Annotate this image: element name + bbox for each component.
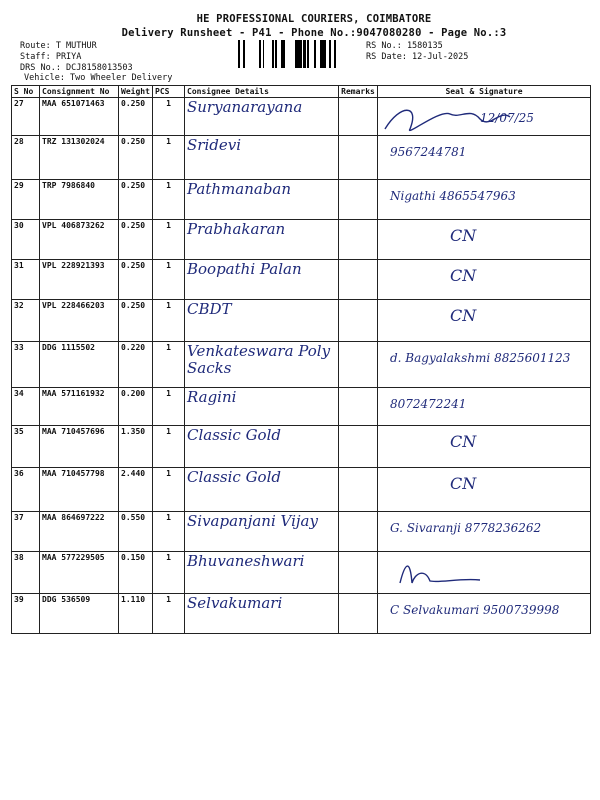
barcode-bar [307, 40, 309, 68]
signature-cell [378, 260, 591, 300]
consignment-cell-text: DDG 1115502 [42, 343, 95, 352]
weight-cell [119, 180, 153, 220]
table-row [12, 468, 591, 512]
consignee-cell [185, 426, 339, 468]
consignment-cell [40, 388, 119, 426]
consignee-cell-text: Selvakumari [187, 594, 283, 612]
pcs-cell-text: 1 [166, 181, 171, 190]
sno-cell [12, 180, 40, 220]
signature-cell-text: 9567244781 [390, 145, 467, 159]
sno-cell [12, 426, 40, 468]
weight-cell [119, 220, 153, 260]
consignee-cell [185, 136, 339, 180]
signature-cell [378, 98, 591, 136]
remarks-cell [339, 388, 378, 426]
table-row [12, 98, 591, 136]
consignment-cell-text: MAA 710457696 [42, 427, 105, 436]
col-consignment: Consignment No [40, 86, 119, 98]
weight-cell-text: 0.250 [121, 261, 146, 270]
signature-cell [378, 468, 591, 512]
consignment-cell [40, 180, 119, 220]
barcode-bar [282, 40, 285, 68]
consignee-cell [185, 594, 339, 634]
signature-cell-text: CN [450, 432, 477, 451]
weight-cell-text: 0.220 [121, 343, 146, 352]
sno-cell-text: 34 [14, 389, 24, 398]
rs-no-label: RS No.: 1580135 [366, 41, 443, 51]
consignment-cell-text: TRZ 131302024 [42, 137, 105, 146]
signature-cell [378, 594, 591, 634]
weight-cell-text: 0.250 [121, 99, 146, 108]
barcode-bar [297, 40, 299, 68]
consignee-cell [185, 342, 339, 388]
sno-cell [12, 300, 40, 342]
barcode-bar [299, 40, 302, 68]
sno-cell [12, 98, 40, 136]
consignment-cell-text: VPL 228466203 [42, 301, 105, 310]
consignee-cell [185, 260, 339, 300]
consignee-cell [185, 300, 339, 342]
sno-cell [12, 594, 40, 634]
pcs-cell-text: 1 [166, 513, 171, 522]
consignee-cell-text: Suryanarayana [187, 98, 303, 116]
weight-cell-text: 2.440 [121, 469, 146, 478]
weight-cell [119, 552, 153, 594]
barcode-bar [259, 40, 260, 68]
consignee-cell [185, 468, 339, 512]
consignment-cell [40, 426, 119, 468]
table-row [12, 552, 591, 594]
consignee-cell-text: Boopathi Palan [187, 260, 302, 278]
consignment-cell [40, 468, 119, 512]
table-row [12, 342, 591, 388]
vehicle-label: Vehicle: Two Wheeler Delivery [24, 73, 173, 83]
sno-cell-text: 39 [14, 595, 24, 604]
company-title: HE PROFESSIONAL COURIERS, COIMBATORE [196, 13, 432, 25]
consignment-cell-text: VPL 406873262 [42, 221, 105, 230]
col-remarks: Remarks [339, 86, 378, 98]
barcode-bar [260, 40, 261, 68]
signature-cell-text: CN [450, 266, 477, 285]
pcs-cell-text: 1 [166, 99, 171, 108]
barcode-bar [243, 40, 245, 68]
consignee-cell-text: Ragini [187, 388, 237, 406]
barcode-bar [323, 40, 325, 68]
remarks-cell [339, 426, 378, 468]
consignment-cell [40, 260, 119, 300]
pcs-cell [153, 300, 185, 342]
consignment-cell [40, 300, 119, 342]
rs-date-label: RS Date: 12-Jul-2025 [366, 52, 469, 62]
consignee-cell-text: Classic Gold [187, 426, 281, 444]
sno-cell-text: 27 [14, 99, 24, 108]
pcs-cell-text: 1 [166, 261, 171, 270]
pcs-cell [153, 98, 185, 136]
remarks-cell [339, 342, 378, 388]
consignee-cell-text: Venkateswara Poly Sacks [187, 342, 331, 377]
weight-cell-text: 0.250 [121, 137, 146, 146]
signature-cell-text: CN [450, 474, 477, 493]
signature-cell-text: d. Bagyalakshmi 8825601123 [390, 351, 571, 365]
pcs-cell [153, 594, 185, 634]
barcode-bar [320, 40, 321, 68]
consignee-cell-text: Sivapanjani Vijay [187, 512, 318, 530]
sno-cell-text: 36 [14, 469, 24, 478]
sno-cell-text: 38 [14, 553, 24, 562]
signature-cell [378, 300, 591, 342]
remarks-cell [339, 300, 378, 342]
consignee-cell [185, 552, 339, 594]
weight-cell [119, 300, 153, 342]
barcode-bar [321, 40, 322, 68]
pcs-cell-text: 1 [166, 301, 171, 310]
weight-cell-text: 0.150 [121, 553, 146, 562]
consignee-cell-text: Bhuvaneshwari [187, 552, 305, 570]
staff-label: Staff: PRIYA [20, 52, 82, 62]
weight-cell [119, 260, 153, 300]
consignment-cell-text: MAA 710457798 [42, 469, 105, 478]
barcode-bar [295, 40, 297, 68]
signature-cell [378, 388, 591, 426]
pcs-cell [153, 388, 185, 426]
consignment-cell [40, 220, 119, 260]
pcs-cell-text: 1 [166, 389, 171, 398]
consignee-cell [185, 180, 339, 220]
consignment-cell-text: DDG 536509 [42, 595, 91, 604]
sno-cell [12, 220, 40, 260]
pcs-cell-text: 1 [166, 469, 171, 478]
pcs-cell [153, 342, 185, 388]
signature-cell [378, 342, 591, 388]
weight-cell [119, 388, 153, 426]
barcode-bar [334, 40, 336, 68]
sno-cell [12, 260, 40, 300]
remarks-cell [339, 220, 378, 260]
handwritten-signature-icon [380, 553, 550, 593]
consignee-cell-text: Sridevi [187, 136, 241, 154]
pcs-cell [153, 552, 185, 594]
barcode-bar [303, 40, 306, 68]
consignment-cell-text: MAA 571161932 [42, 389, 105, 398]
table-row [12, 180, 591, 220]
consignment-cell [40, 98, 119, 136]
table-row [12, 220, 591, 260]
remarks-cell [339, 594, 378, 634]
signature-cell-text: CN [450, 306, 477, 325]
route-label: Route: T MUTHUR [20, 41, 97, 51]
table-row [12, 426, 591, 468]
pcs-cell [153, 468, 185, 512]
consignee-cell [185, 512, 339, 552]
barcode-bar [314, 40, 316, 68]
consignment-cell [40, 512, 119, 552]
sno-cell-text: 37 [14, 513, 24, 522]
consignee-cell-text: CBDT [187, 300, 232, 318]
pcs-cell [153, 220, 185, 260]
barcode-bar [325, 40, 326, 68]
barcode-bar [322, 40, 323, 68]
pcs-cell [153, 180, 185, 220]
runsheet-table [11, 85, 591, 634]
sno-cell-text: 35 [14, 427, 24, 436]
pcs-cell [153, 136, 185, 180]
signature-stroke [385, 110, 510, 130]
consignment-cell [40, 594, 119, 634]
signature-cell [378, 220, 591, 260]
signature-cell [378, 136, 591, 180]
barcode-bar [329, 40, 331, 68]
runsheet-title: Delivery Runsheet - P41 - Phone No.:9047080280 - Page No.:3 [121, 27, 507, 39]
weight-cell [119, 136, 153, 180]
remarks-cell [339, 260, 378, 300]
remarks-cell [339, 98, 378, 136]
pcs-cell [153, 512, 185, 552]
consignee-cell-text: Prabhakaran [187, 220, 286, 238]
table-row [12, 388, 591, 426]
signature-cell-text: Nigathi 4865547963 [390, 189, 516, 203]
handwritten-signature-icon [380, 99, 550, 136]
consignment-cell-text: TRP 7986840 [42, 181, 95, 190]
consignment-cell [40, 342, 119, 388]
consignment-cell-text: MAA 577229505 [42, 553, 105, 562]
col-consignee: Consignee Details [185, 86, 339, 98]
col-pcs: PCS [153, 86, 185, 98]
sno-cell [12, 512, 40, 552]
drs-label: DRS No.: DCJ8158013503 [20, 63, 133, 73]
consignment-cell [40, 552, 119, 594]
table-header-row [12, 86, 591, 98]
sno-cell-text: 30 [14, 221, 24, 230]
consignee-cell [185, 98, 339, 136]
sno-cell-text: 28 [14, 137, 24, 146]
weight-cell-text: 0.250 [121, 301, 146, 310]
weight-cell-text: 1.350 [121, 427, 146, 436]
signature-cell [378, 512, 591, 552]
signature-cell-text: 12/07/25 [480, 111, 534, 125]
signature-cell [378, 552, 591, 594]
pcs-cell [153, 426, 185, 468]
signature-cell [378, 426, 591, 468]
pcs-cell-text: 1 [166, 343, 171, 352]
consignee-cell-text: Pathmanaban [187, 180, 292, 198]
pcs-cell-text: 1 [166, 221, 171, 230]
sno-cell-text: 31 [14, 261, 24, 270]
remarks-cell [339, 512, 378, 552]
signature-cell-text: CN [450, 226, 477, 245]
weight-cell [119, 98, 153, 136]
barcode-bar [263, 40, 264, 68]
consignment-cell-text: MAA 864697222 [42, 513, 105, 522]
pcs-cell-text: 1 [166, 137, 171, 146]
weight-cell-text: 0.250 [121, 181, 146, 190]
remarks-cell [339, 180, 378, 220]
pcs-cell-text: 1 [166, 595, 171, 604]
sno-cell [12, 468, 40, 512]
pcs-cell-text: 1 [166, 427, 171, 436]
consignee-cell [185, 388, 339, 426]
signature-stroke [400, 566, 480, 583]
table-row [12, 300, 591, 342]
signature-cell [378, 180, 591, 220]
sno-cell-text: 33 [14, 343, 24, 352]
weight-cell [119, 512, 153, 552]
sno-cell-text: 32 [14, 301, 24, 310]
pcs-cell [153, 260, 185, 300]
table-row [12, 260, 591, 300]
weight-cell-text: 0.250 [121, 221, 146, 230]
col-signature: Seal & Signature [378, 86, 591, 98]
weight-cell-text: 0.550 [121, 513, 146, 522]
barcode-bar [281, 40, 282, 68]
weight-cell [119, 468, 153, 512]
remarks-cell [339, 468, 378, 512]
remarks-cell [339, 552, 378, 594]
weight-cell [119, 594, 153, 634]
sno-cell [12, 136, 40, 180]
weight-cell-text: 0.200 [121, 389, 146, 398]
sno-cell-text: 29 [14, 181, 24, 190]
sno-cell [12, 388, 40, 426]
barcode-bar [238, 40, 240, 68]
col-sno: S No [12, 86, 40, 98]
consignee-cell [185, 220, 339, 260]
consignee-cell-text: Classic Gold [187, 468, 281, 486]
signature-cell-text: 8072472241 [390, 397, 467, 411]
consignment-cell-text: VPL 228921393 [42, 261, 105, 270]
signature-cell-text: C Selvakumari 9500739998 [390, 603, 560, 617]
signature-cell-text: G. Sivaranji 8778236262 [390, 521, 542, 535]
sno-cell [12, 552, 40, 594]
table-row [12, 512, 591, 552]
consignment-cell [40, 136, 119, 180]
barcode-bar [272, 40, 274, 68]
barcode-bar [275, 40, 277, 68]
pcs-cell-text: 1 [166, 553, 171, 562]
weight-cell [119, 342, 153, 388]
col-weight: Weight [119, 86, 153, 98]
barcode-icon [238, 40, 352, 68]
consignment-cell-text: MAA 651071463 [42, 99, 105, 108]
sno-cell [12, 342, 40, 388]
remarks-cell [339, 136, 378, 180]
table-row [12, 594, 591, 634]
table-row [12, 136, 591, 180]
weight-cell-text: 1.110 [121, 595, 146, 604]
weight-cell [119, 426, 153, 468]
